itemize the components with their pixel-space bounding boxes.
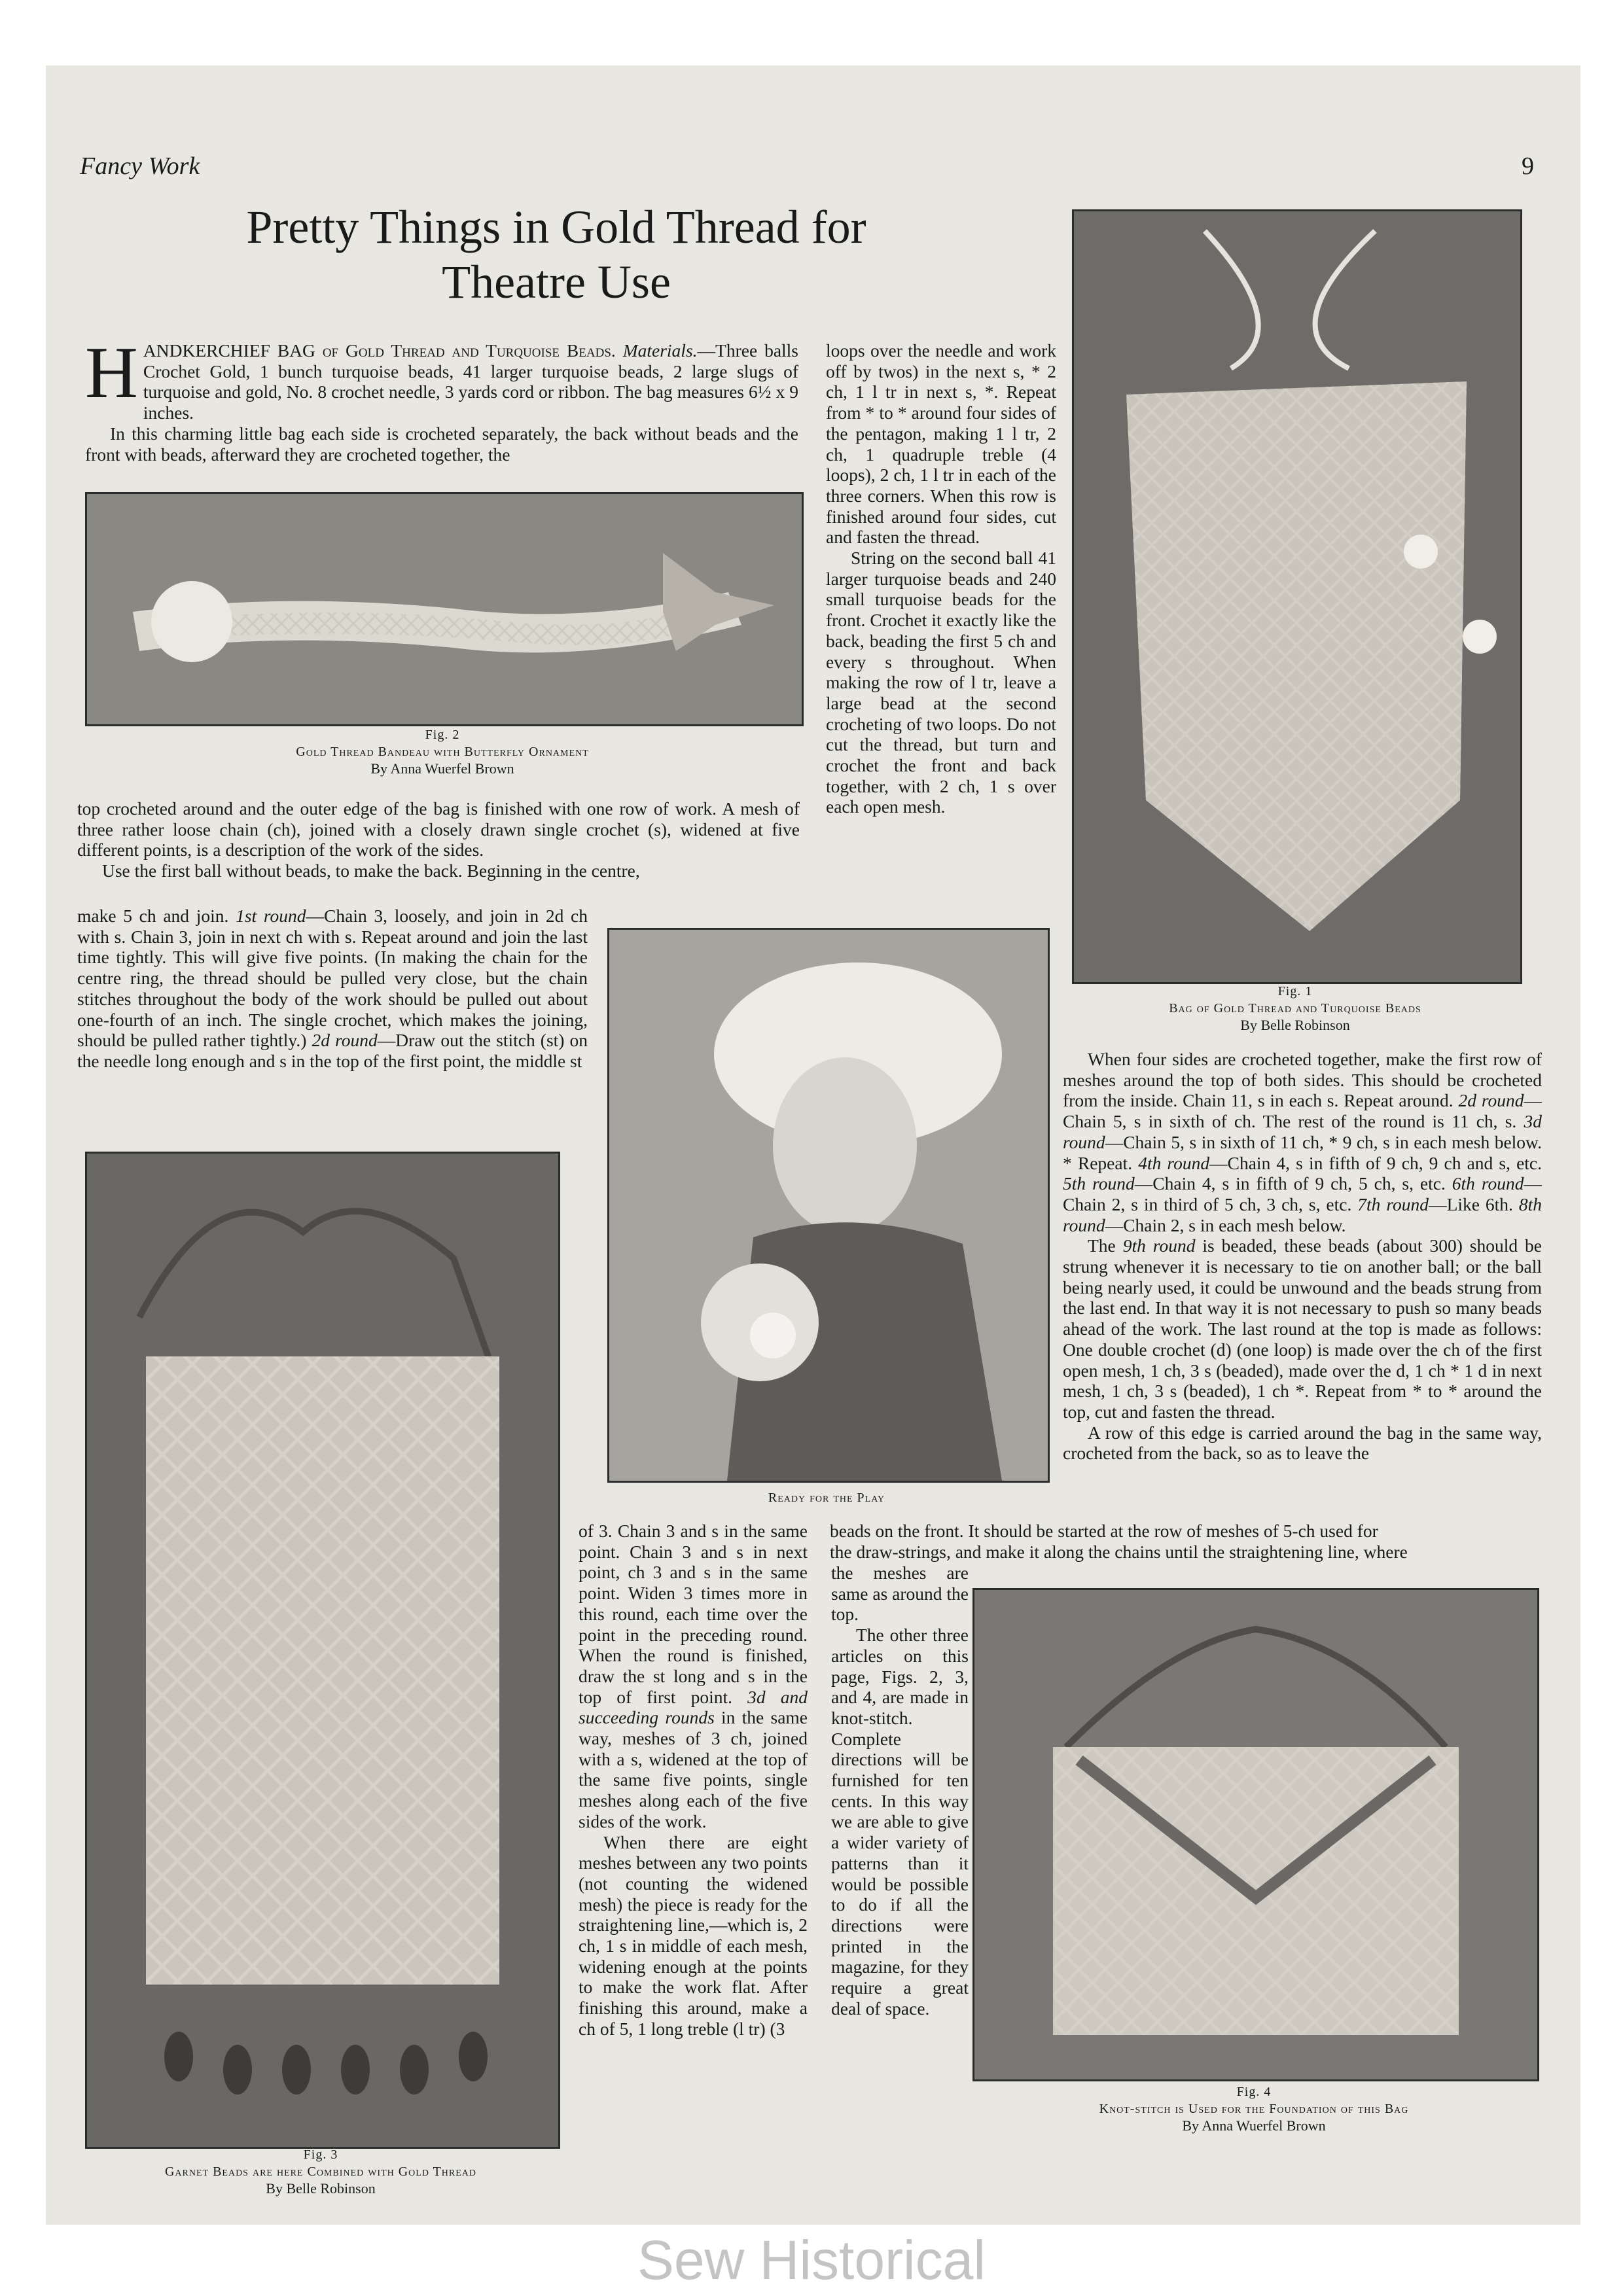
spanning-lines (830, 1521, 1543, 1562)
paragraph: A row of this edge is carried around the bag in the same way, crocheted from the back, so as to leave the (1063, 1422, 1542, 1464)
drop-cap: H (85, 332, 138, 414)
fig3-byline: By Belle Robinson (266, 2180, 376, 2197)
watermark-text: Sew Historical (637, 2229, 986, 2291)
span-line-2: the draw-strings, and make it along the chains until the straightening line, where (830, 1541, 1408, 1562)
fig1-bag-photo (1072, 209, 1522, 984)
page-number: 9 (1522, 152, 1534, 180)
fig4-byline: By Anna Wuerfel Brown (1182, 2117, 1326, 2134)
fig1-caption (1072, 983, 1518, 1034)
paragraph: The 9th round is beaded, these beads (about 300) should be strung whenever it is necessary to tie on another ball; or the ball being nearly used, it could be unwound and the beads strung from the last end. In that way it is not necessary to push so many beads ahead of the work. The last round at the top is made as follows: One double crochet (d) (one loop) is made over the ch of the first open mesh, 1 ch, 3 s (beaded), made over the d, 1 ch * 1 d in next mesh, 1 ch, 3 s (beaded), 1 ch *. Repeat from * to * around the top, cut and fasten the thread. (1063, 1235, 1543, 1422)
span-line-1: beads on the front. It should be started at the row of meshes of 5-ch used for (830, 1521, 1378, 1541)
fig2-byline: By Anna Wuerfel Brown (370, 760, 514, 777)
right-column-mid (1063, 1049, 1542, 1464)
ready-for-play-photo (607, 928, 1050, 1483)
left-column-lower (77, 906, 588, 1072)
fig3-title: Garnet Beads are here Combined with Gold Thread (164, 2164, 477, 2179)
fig2-caption (85, 726, 800, 777)
paragraph: loops over the needle and work off by twos) in the next s, * 2 ch, 1 l tr in next s, *. Repeat from * to * around four sides of the pentagon, making 1 l tr, 2 ch, 1 quadruple treble (4 loops), 2 ch, 1 l tr in each of the three corners. When this row is finished around four sides, cut and fasten the thread. (826, 340, 1056, 548)
play-caption (607, 1489, 1046, 1506)
intro-block (85, 332, 799, 465)
left-column-upper (77, 798, 800, 881)
fig3-garnet-bag-photo (85, 1152, 560, 2149)
fig4-knot-stitch-bag-photo (972, 1588, 1539, 2081)
fig4-caption (972, 2083, 1535, 2134)
fig3-number: Fig. 3 (303, 2147, 338, 2162)
article-title (177, 200, 936, 309)
fig2-bandeau-photo (85, 492, 804, 726)
center-left-column (579, 1521, 808, 2040)
paragraph: of 3. Chain 3 and s in the same point. Chain 3 and s in next point, ch 3 and s in the same point. Widen 3 times more in this round, each time over the point in the preceding round. When the round is finished, draw the st long and s in the top of first point. 3d and succeeding rounds in the same way, meshes of 3 ch, joined with a s, widened at the top of the same five points, single meshes along each of the five sides of the work. (579, 1521, 808, 1831)
play-title: Ready for the Play (768, 1491, 885, 1505)
section-header: Fancy Work (80, 152, 200, 180)
paragraph: the meshes are same as around the top. (831, 1563, 969, 1625)
fig2-number: Fig. 2 (425, 728, 460, 742)
paragraph: top crocheted around and the outer edge of the bag is finished with one row of work. A mesh of three rather loose chain (ch), joined with a closely drawn single crochet (s), widened at five different points, is a description of the work of the sides. (77, 798, 800, 860)
fig3-caption (85, 2146, 556, 2197)
paragraph: The other three articles on this page, Figs. 2, 3, and 4, are made in knot-stitch. Complete directions will be furnished for ten cents. In this way we are able to give a wider variety of patterns than it would be possible to do if all the directions were printed in the magazine, for they require a great deal of space. (831, 1625, 969, 2019)
fig1-number: Fig. 1 (1277, 984, 1313, 998)
paragraph: When there are eight meshes between any two points (not counting the widened mesh) the piece is ready for the straightening line,—which is, 2 ch, 1 s in middle of each mesh, widening enough at the points to make the work flat. After finishing this around, make a ch of 5, 1 long treble (l tr) (3 (579, 1831, 808, 2039)
paragraph: String on the second ball 41 larger turquoise beads and 240 small turquoise beads for the front. Crochet it exactly like the back, beading the first 5 ch and every s throughout. When making the row of l tr, leave a large bead at the second crocheting of two loops. Do not cut the thread, but turn and crochet the front and back together, with 2 ch, 1 s over each open mesh. (826, 548, 1056, 817)
paragraph: When four sides are crocheted together, make the first row of meshes around the top of both sides. This should be crocheted from the inside. Chain 11, s in each s. Repeat around. 2d round—Chain 5, s in sixth of ch. The rest of the round is 11 ch, s. 3d round—Chain 5, s in sixth of 11 ch, * 9 ch, s in each mesh below. * Repeat. 4th round—Chain 4, s in fifth of 9 ch, 9 ch and s, etc. 5th round—Chain 4, s in fifth of 9 ch, 5 ch, s, etc. 6th round—Chain 2, s in third of 5 ch, 3 ch, s, etc. 7th round—Like 6th. 8th round—Chain 2, s in each mesh below. (1063, 1049, 1543, 1235)
title-line-1: Pretty Things in Gold Thread for (246, 201, 866, 253)
title-line-2: Theatre Use (442, 256, 671, 308)
fig1-title: Bag of Gold Thread and Turquoise Beads (1169, 1001, 1421, 1016)
center-column-top (826, 340, 1056, 817)
paragraph: Use the first ball without beads, to make the back. Beginning in the centre, (102, 860, 640, 881)
intro-heading: HANDKERCHIEF BAG of Gold Thread and Turquoise Beads. Materials.—Three balls Crochet Gold, 1 bunch turquoise beads, 41 larger turquoise beads, 2 large slugs of turquoise and gold, No. 8 crochet needle, 3 yards cord or ribbon. The bag measures 6½ x 9 inches. (85, 332, 799, 423)
intro-paragraph: In this charming little bag each side is crocheted separately, the back without beads and the front with beads, afterward they are crocheted together, the (85, 423, 798, 465)
center-right-column (831, 1563, 969, 2019)
fig4-title: Knot-stitch is Used for the Foundation of this Bag (1099, 2102, 1409, 2116)
fig4-number: Fig. 4 (1236, 2085, 1272, 2099)
fig1-byline: By Belle Robinson (1240, 1017, 1350, 1033)
paragraph: make 5 ch and join. 1st round—Chain 3, loosely, and join in 2d ch with s. Chain 3, join in next ch with s. Repeat around and join the last time tightly. This will give five points. (In making the chain for the centre ring, the thread should be pulled very close, but the chain stitches throughout the body of the work should be pulled out about one-fourth of an inch. The single crochet, which makes the joining, should be pulled rather tightly.) 2d round—Draw out the stitch (st) on the needle long enough and s in the top of the first point, the middle st (77, 906, 588, 1071)
fig2-title: Gold Thread Bandeau with Butterfly Ornament (296, 745, 589, 759)
